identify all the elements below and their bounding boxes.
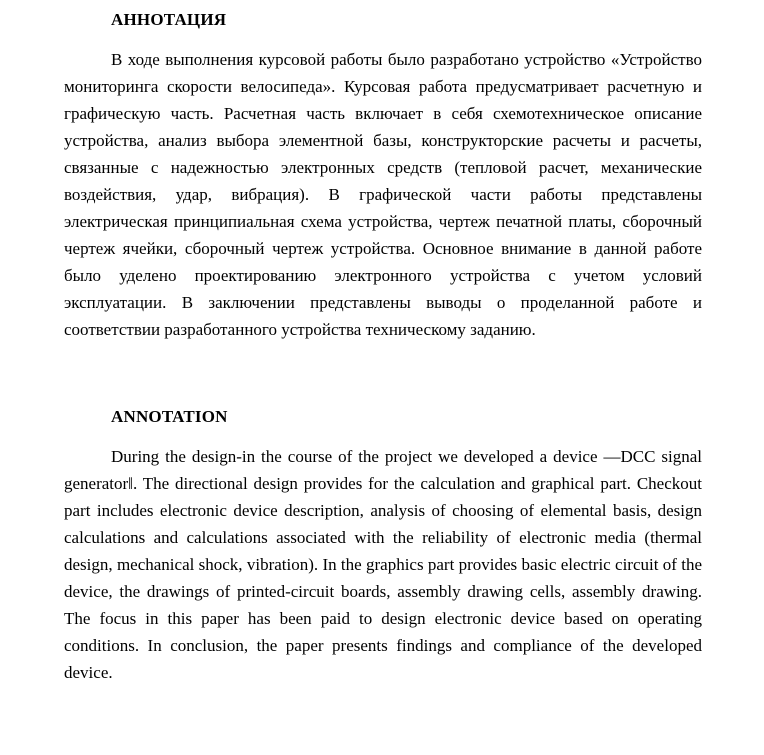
section-annotation-en bbox=[64, 403, 702, 686]
section-annotation-ru bbox=[64, 6, 702, 343]
heading-annotation-en: ANNOTATION bbox=[111, 407, 228, 426]
heading-annotation-ru: АННОТАЦИЯ bbox=[111, 10, 227, 29]
paragraph-annotation-ru: В ходе выполнения курсовой работы было разработано устройство «Устройство мониторинга скорости велосипеда». Курсовая работа предусматривает расчетную и графическую часть. Расчетная часть включает в себя схемотехническое описание устройства, анализ выбора элементной базы, конструкторские расчеты и расчеты, связанные с надежностью электронных средств (тепловой расчет, механические воздействия, удар, вибрация). В графической части работы представлены электрическая принципиальная схема устройства, чертеж печатной платы, сборочный чертеж ячейки, сборочный чертеж устройства. Основное внимание в данной работе было уделено проектированию электронного устройства с учетом условий эксплуатации. В заключении представлены выводы о проделанной работе и соответствии разработанного устройства техническому заданию. bbox=[64, 50, 702, 339]
paragraph-annotation-en: During the design-in the course of the project we developed a device —DCC signal generator‖. The directional design provides for the calculation and graphical part. Checkout part includes electronic device description, analysis of choosing of elemental basis, design calculations and calculations associated with the reliability of electronic media (thermal design, mechanical shock, vibration). In the graphics part provides basic electric circuit of the device, the drawings of printed-circuit boards, assembly drawing cells, assembly drawing. The focus in this paper has been paid to design electronic device based on operating conditions. In conclusion, the paper presents findings and compliance of the developed device. bbox=[64, 447, 702, 682]
